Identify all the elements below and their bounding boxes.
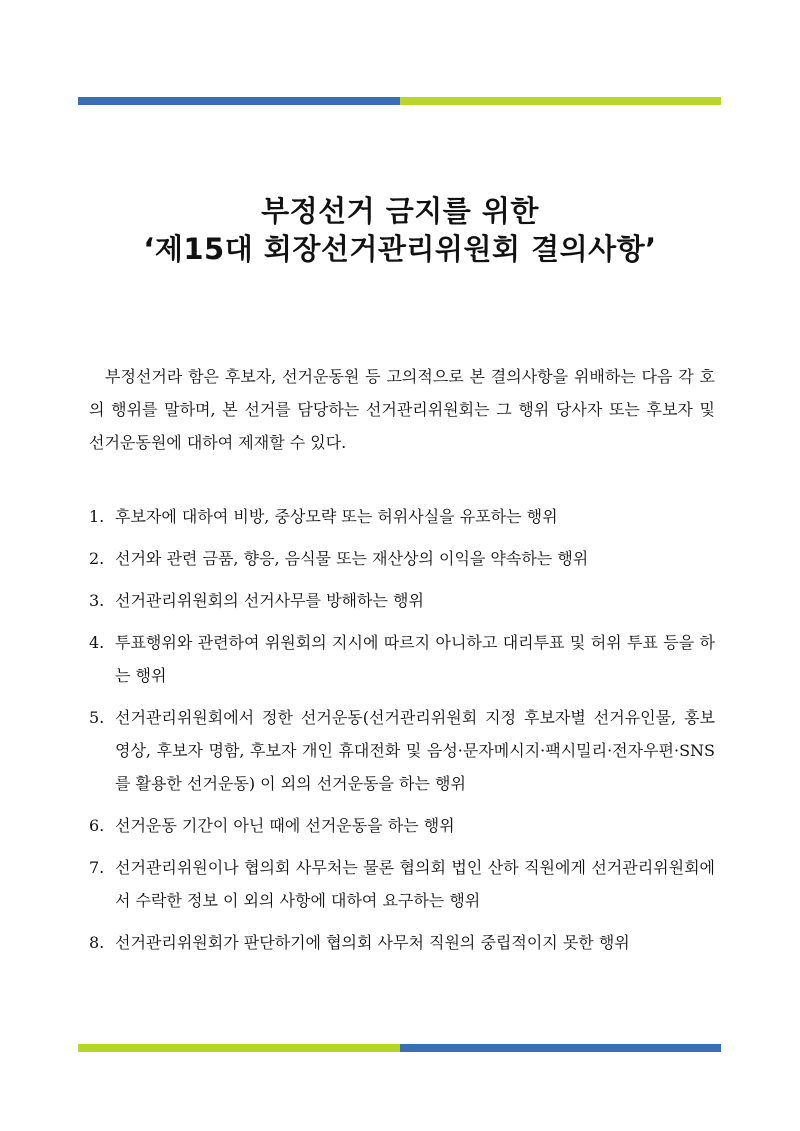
rule-number: 8. (89, 933, 105, 952)
rule-number: 3. (89, 591, 105, 610)
rule-item-4 (89, 626, 715, 692)
rule-item-2 (89, 542, 715, 575)
rule-number: 6. (89, 816, 105, 835)
top-accent-bar (78, 97, 721, 105)
top-bar-green-segment (400, 97, 722, 105)
rule-text: 선거운동 기간이 아닌 때에 선거운동을 하는 행위 (115, 816, 455, 835)
rule-text: 선거와 관련 금품, 향응, 음식물 또는 재산상의 이익을 약속하는 행위 (115, 549, 589, 568)
rule-text: 투표행위와 관련하여 위원회의 지시에 따르지 아니하고 대리투표 및 허위 투표 등을 하는 행위 (115, 633, 715, 685)
rule-item-7 (89, 851, 715, 917)
rule-text: 선거관리위원회가 판단하기에 협의회 사무처 직원의 중립적이지 못한 행위 (115, 933, 630, 952)
bottom-bar-blue-segment (400, 1044, 722, 1052)
bottom-accent-bar (78, 1044, 721, 1052)
rule-number: 4. (89, 633, 105, 652)
rule-item-5 (89, 701, 715, 800)
title-line-1: 부정선거 금지를 위한 (261, 194, 539, 228)
title-line-2: ‘제15대 회장선거관리위원회 결의사항’ (143, 232, 657, 266)
top-bar-blue-segment (78, 97, 400, 105)
rule-item-3 (89, 584, 715, 617)
rule-text: 선거관리위원이나 협의회 사무처는 물론 협의회 법인 산하 직원에게 선거관리위원회에서 수락한 정보 이 외의 사항에 대하여 요구하는 행위 (115, 858, 715, 910)
rule-number: 7. (89, 858, 105, 877)
rules-list (89, 500, 715, 968)
rule-number: 2. (89, 549, 105, 568)
rule-text: 선거관리위원회의 선거사무를 방해하는 행위 (115, 591, 424, 610)
bottom-bar-green-segment (78, 1044, 400, 1052)
rule-item-8 (89, 926, 715, 959)
intro-paragraph: 부정선거라 함은 후보자, 선거운동원 등 고의적으로 본 결의사항을 위배하는 다음 각 호의 행위를 말하며, 본 선거를 담당하는 선거관리위원회는 그 행위 당사자 또는 후보자 및 선거운동원에 대하여 제재할 수 있다. (89, 367, 715, 452)
rule-text: 후보자에 대하여 비방, 중상모략 또는 허위사실을 유포하는 행위 (115, 507, 558, 526)
document-title (0, 192, 800, 268)
rule-item-1 (89, 500, 715, 533)
rule-number: 5. (89, 708, 105, 727)
rule-text: 선거관리위원회에서 정한 선거운동(선거관리위원회 지정 후보자별 선거유인물, 홍보 영상, 후보자 명함, 후보자 개인 휴대전화 및 음성·문자메시지·팩시밀리·전자우편·SNS를 활용한 선거운동) 이 외의 선거운동을 하는 행위 (115, 708, 715, 793)
rule-item-6 (89, 809, 715, 842)
rule-number: 1. (89, 507, 105, 526)
